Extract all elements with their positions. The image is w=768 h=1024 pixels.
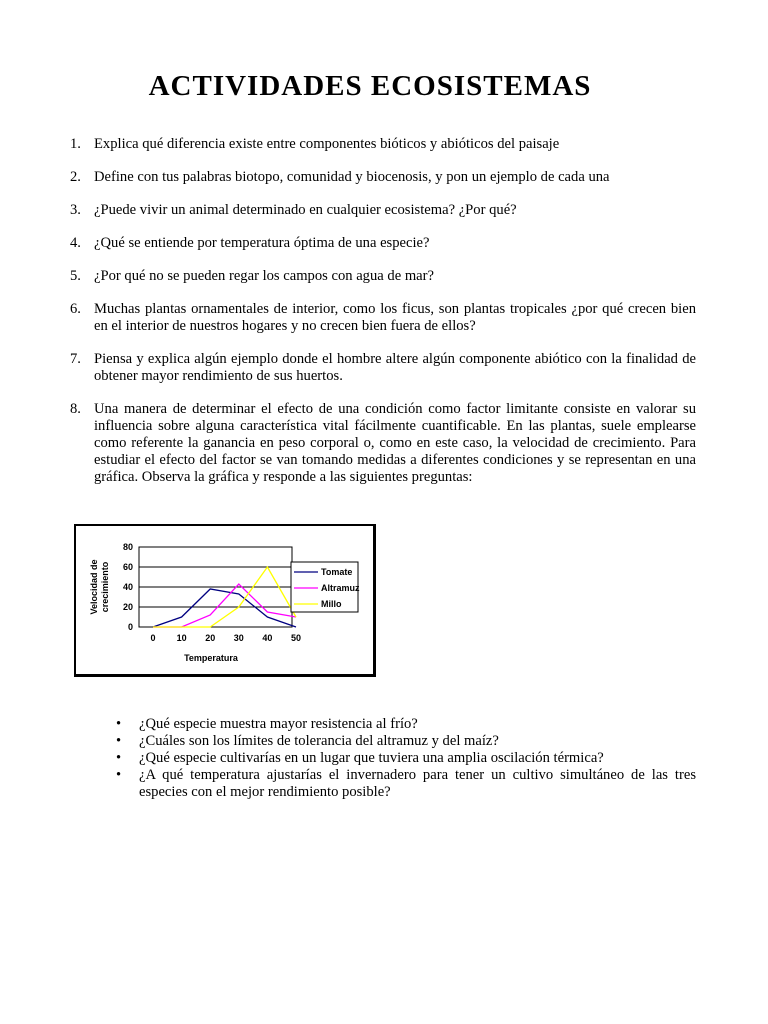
- question-number: 5.: [70, 268, 81, 284]
- question-number: 4.: [70, 235, 81, 251]
- question-list: [70, 136, 696, 502]
- x-tick-label: 30: [233, 633, 244, 643]
- y-tick-label: 60: [122, 562, 133, 572]
- bullet-symbol: •: [116, 750, 122, 766]
- bullet-item: [113, 750, 696, 767]
- y-axis-label-line1: Velocidad de: [89, 559, 99, 615]
- series-line-millo: [153, 567, 296, 627]
- question-text: Una manera de determinar el efecto de una condición como factor limitante consiste en valorar su influencia sobre alguna característica vital fácilmente cuantificable. En las plantas, suele emplearse como referente la ganancia en peso corporal o, como en este caso, la velocidad de crecimiento. Para estudiar el efecto del factor se van tomando medidas a diferentes condiciones y se representan en una gráfica. Observa la gráfica y responde a las siguientes preguntas:: [94, 401, 696, 485]
- question-number: 7.: [70, 351, 81, 367]
- x-tick-label: 0: [150, 633, 156, 643]
- question-number: 8.: [70, 401, 81, 417]
- series-line-tomate: [153, 589, 296, 627]
- x-tick-label: 40: [262, 633, 273, 643]
- y-tick-label: 80: [122, 542, 133, 552]
- x-tick-label: 10: [176, 633, 187, 643]
- bullet-item: [113, 733, 696, 750]
- question-text: ¿Qué se entiende por temperatura óptima de una especie?: [94, 235, 430, 251]
- question-number: 2.: [70, 169, 81, 185]
- question-item: [70, 351, 696, 385]
- bullet-text: ¿Qué especie muestra mayor resistencia al frío?: [139, 716, 418, 732]
- bullet-item: [113, 767, 696, 801]
- question-item: [70, 301, 696, 335]
- bullet-symbol: •: [116, 716, 122, 732]
- question-text: Piensa y explica algún ejemplo donde el hombre altere algún componente abiótico con la finalidad de obtener mayor rendimiento de sus huertos.: [94, 351, 696, 384]
- legend-label: Tomate: [321, 567, 353, 577]
- bullet-text: ¿Cuáles son los límites de tolerancia del altramuz y del maíz?: [139, 733, 499, 749]
- question-number: 3.: [70, 202, 81, 218]
- bullet-symbol: •: [116, 767, 122, 783]
- y-axis-label-line2: crecimiento: [100, 561, 110, 613]
- growth-chart: [74, 524, 376, 677]
- question-text: Define con tus palabras biotopo, comunidad y biocenosis, y pon un ejemplo de cada una: [94, 169, 610, 185]
- question-item: [70, 235, 696, 252]
- question-item: [70, 268, 696, 285]
- x-tick-label: 50: [290, 633, 302, 643]
- question-number: 1.: [70, 136, 81, 152]
- question-text: ¿Puede vivir un animal determinado en cualquier ecosistema? ¿Por qué?: [94, 202, 517, 218]
- y-tick-label: 40: [122, 582, 133, 592]
- bullet-list: [113, 716, 696, 801]
- x-axis-label: Temperatura: [184, 653, 238, 663]
- y-tick-label: 0: [127, 622, 133, 632]
- question-number: 6.: [70, 301, 81, 317]
- legend-label: Millo: [321, 599, 342, 609]
- question-text: Explica qué diferencia existe entre componentes bióticos y abióticos del paisaje: [94, 136, 560, 152]
- question-text: ¿Por qué no se pueden regar los campos con agua de mar?: [94, 268, 434, 284]
- legend-label: Altramuz: [321, 583, 360, 593]
- question-item: [70, 401, 696, 486]
- question-item: [70, 136, 696, 153]
- question-text: Muchas plantas ornamentales de interior, como los ficus, son plantas tropicales ¿por qué crecen bien en el interior de nuestros hogares y no crecen bien fuera de ellos?: [94, 301, 696, 334]
- question-item: [70, 202, 696, 219]
- bullet-item: [113, 716, 696, 733]
- series-line-altramuz: [153, 584, 296, 627]
- y-tick-label: 20: [122, 602, 133, 612]
- growth-chart-svg: [76, 526, 374, 675]
- bullet-text: ¿A qué temperatura ajustarías el invernadero para tener un cultivo simultáneo de las tres especies con el mejor rendimiento posible?: [139, 767, 696, 800]
- bullet-symbol: •: [116, 733, 122, 749]
- question-item: [70, 169, 696, 186]
- x-tick-label: 20: [205, 633, 216, 643]
- bullet-text: ¿Qué especie cultivarías en un lugar que tuviera una amplia oscilación térmica?: [139, 750, 604, 766]
- page-title: ACTIVIDADES ECOSISTEMAS: [148, 70, 592, 102]
